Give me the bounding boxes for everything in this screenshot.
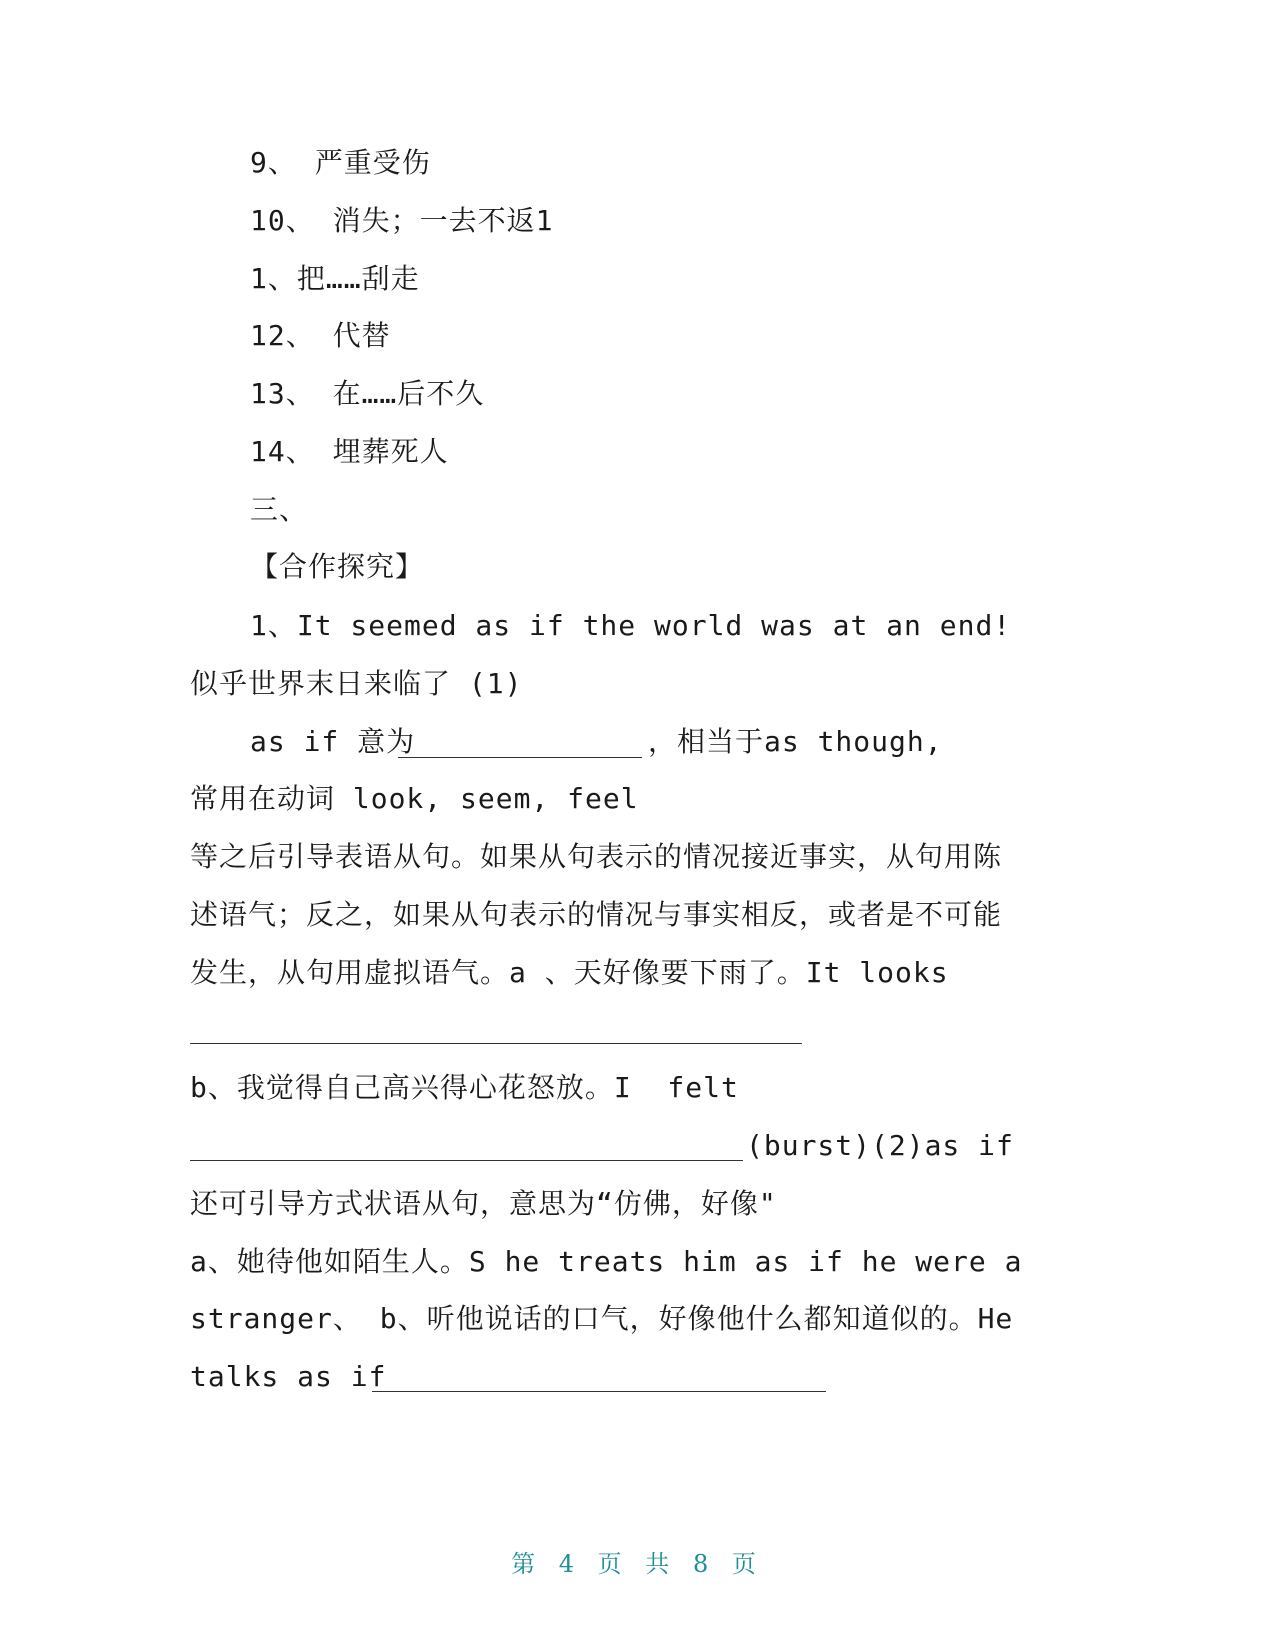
body-line: talks as if: [190, 1360, 387, 1393]
body-line: 等之后引导表语从句。如果从句表示的情况接近事实，从句用陈: [190, 840, 1003, 873]
body-line: 还可引导方式状语从句，意思为“仿佛，好像": [190, 1187, 777, 1220]
section-heading: 【合作探究】: [250, 550, 425, 583]
translation-line: 似乎世界末日来临了 (1): [190, 667, 523, 700]
body-line: b、我觉得自己高兴得心花怒放。I felt: [190, 1071, 739, 1104]
section-number: 三、: [250, 493, 309, 526]
list-item-12: 12、 代替: [250, 319, 391, 352]
body-line: 发生，从句用虚拟语气。a 、天好像要下雨了。It looks: [190, 956, 949, 989]
blank-line: [190, 1043, 802, 1044]
as-if-meaning-end: ，相当于as though,: [648, 725, 943, 758]
blank-line: [398, 757, 642, 758]
blank-line: [372, 1391, 826, 1392]
list-item-13: 13、 在……后不久: [250, 377, 485, 410]
body-line: 述语气；反之，如果从句表示的情况与事实相反，或者是不可能: [190, 898, 1003, 931]
blank-line: [190, 1160, 743, 1161]
list-item-9: 9、 严重受伤: [250, 146, 431, 179]
list-item-14: 14、 埋葬死人: [250, 435, 449, 468]
list-item-10: 10、 消失；一去不返1: [250, 204, 554, 237]
body-line: (burst)(2)as if: [746, 1129, 1014, 1162]
body-line: 常用在动词 look, seem, feel: [190, 782, 639, 815]
body-line: stranger、 b、听他说话的口气，好像他什么都知道似的。He: [190, 1302, 1014, 1335]
page-footer: 第 4 页 共 8 页: [511, 1550, 764, 1578]
list-item-11: 1、把……刮走: [250, 262, 420, 295]
example-sentence: 1、It seemed as if the world was at an end!: [250, 609, 1012, 642]
body-line: a、她待他如陌生人。S he treats him as if he were a: [190, 1245, 1023, 1278]
as-if-meaning-start: as if 意为: [250, 725, 416, 758]
